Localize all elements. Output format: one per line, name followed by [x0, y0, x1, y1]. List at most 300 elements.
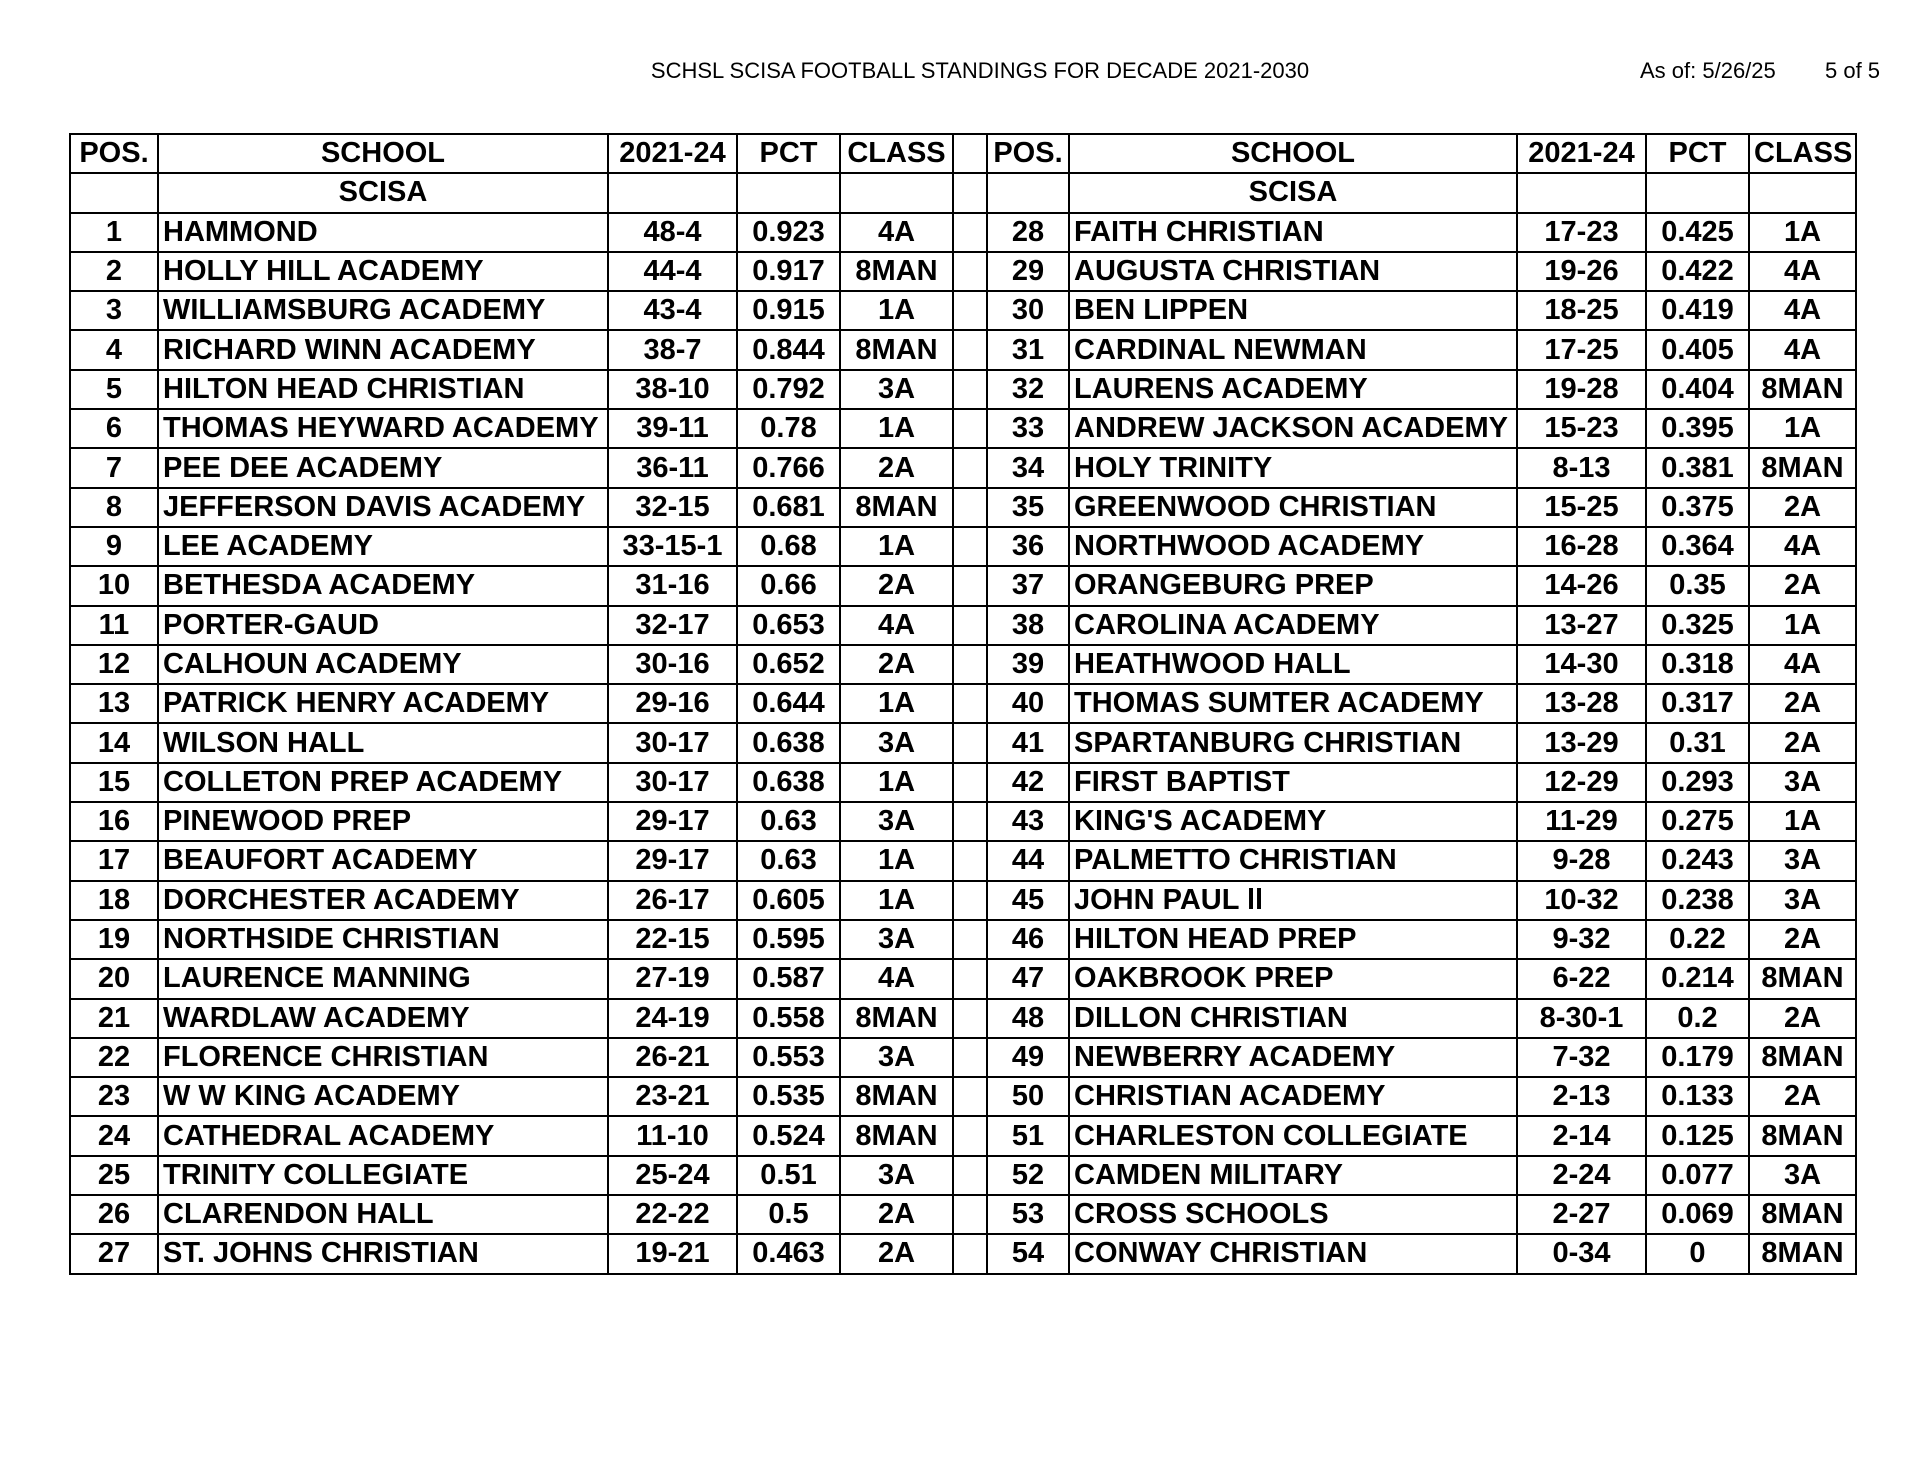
school-cell: BEN LIPPEN — [1069, 291, 1517, 330]
pos-cell: 7 — [70, 448, 158, 487]
table-row — [70, 606, 1856, 645]
page-title: SCHSL SCISA FOOTBALL STANDINGS FOR DECADE 2021-2030 — [650, 58, 1310, 83]
record-cell: 48-4 — [608, 213, 737, 252]
column-divider — [953, 684, 987, 723]
school-cell: SPARTANBURG CHRISTIAN — [1069, 723, 1517, 762]
school-cell: CAMDEN MILITARY — [1069, 1156, 1517, 1195]
school-cell: CONWAY CHRISTIAN — [1069, 1234, 1517, 1273]
table-row — [70, 213, 1856, 252]
pos-cell: 23 — [70, 1077, 158, 1116]
record-cell: 19-28 — [1517, 370, 1646, 409]
pos-cell: 24 — [70, 1116, 158, 1155]
school-cell: LEE ACADEMY — [158, 527, 608, 566]
pos-cell: 32 — [987, 370, 1069, 409]
record-cell: 8-30-1 — [1517, 999, 1646, 1038]
pct-cell: 0.125 — [1646, 1116, 1749, 1155]
record-cell: 2-13 — [1517, 1077, 1646, 1116]
pos-cell: 16 — [70, 802, 158, 841]
record-cell: 33-15-1 — [608, 527, 737, 566]
class-cell: 2A — [1749, 920, 1856, 959]
school-cell: ST. JOHNS CHRISTIAN — [158, 1234, 608, 1273]
record-cell: 10-32 — [1517, 881, 1646, 920]
record-cell: 39-11 — [608, 409, 737, 448]
pos-cell: 44 — [987, 841, 1069, 880]
pos-cell: 25 — [70, 1156, 158, 1195]
pos-cell: 1 — [70, 213, 158, 252]
pct-cell: 0 — [1646, 1234, 1749, 1273]
school-cell: KING'S ACADEMY — [1069, 802, 1517, 841]
empty-cell — [1646, 173, 1749, 212]
record-cell: 15-25 — [1517, 488, 1646, 527]
section-row — [70, 173, 1856, 212]
school-cell: JEFFERSON DAVIS ACADEMY — [158, 488, 608, 527]
school-cell: PORTER-GAUD — [158, 606, 608, 645]
class-cell: 3A — [840, 802, 953, 841]
table-row — [70, 999, 1856, 1038]
column-divider — [953, 252, 987, 291]
column-divider — [953, 488, 987, 527]
table-row — [70, 566, 1856, 605]
pct-cell: 0.51 — [737, 1156, 840, 1195]
record-cell: 13-29 — [1517, 723, 1646, 762]
table-row — [70, 881, 1856, 920]
table-row — [70, 409, 1856, 448]
as-of-date: As of: 5/26/25 — [1640, 58, 1776, 83]
class-cell: 4A — [840, 606, 953, 645]
pct-cell: 0.66 — [737, 566, 840, 605]
class-cell: 8MAN — [840, 1077, 953, 1116]
pos-cell: 17 — [70, 841, 158, 880]
table-row — [70, 488, 1856, 527]
record-cell: 23-21 — [608, 1077, 737, 1116]
empty-cell — [1749, 173, 1856, 212]
record-cell: 32-15 — [608, 488, 737, 527]
class-cell: 1A — [840, 763, 953, 802]
column-divider — [953, 370, 987, 409]
record-cell: 0-34 — [1517, 1234, 1646, 1273]
pos-cell: 37 — [987, 566, 1069, 605]
pos-cell: 43 — [987, 802, 1069, 841]
record-cell: 11-10 — [608, 1116, 737, 1155]
pos-cell: 36 — [987, 527, 1069, 566]
column-divider — [953, 1038, 987, 1077]
class-cell: 4A — [1749, 330, 1856, 369]
pos-cell: 42 — [987, 763, 1069, 802]
school-cell: NORTHSIDE CHRISTIAN — [158, 920, 608, 959]
pct-cell: 0.077 — [1646, 1156, 1749, 1195]
pos-cell: 18 — [70, 881, 158, 920]
school-cell: THOMAS SUMTER ACADEMY — [1069, 684, 1517, 723]
empty-cell — [840, 173, 953, 212]
pos-cell: 8 — [70, 488, 158, 527]
school-cell: BETHESDA ACADEMY — [158, 566, 608, 605]
school-cell: OAKBROOK PREP — [1069, 959, 1517, 998]
table-row — [70, 1195, 1856, 1234]
school-cell: FLORENCE CHRISTIAN — [158, 1038, 608, 1077]
school-cell: PATRICK HENRY ACADEMY — [158, 684, 608, 723]
column-divider — [953, 213, 987, 252]
class-cell: 1A — [1749, 409, 1856, 448]
column-divider — [953, 1077, 987, 1116]
pct-cell: 0.652 — [737, 645, 840, 684]
column-divider — [953, 173, 987, 212]
pct-cell: 0.238 — [1646, 881, 1749, 920]
pos-cell: 5 — [70, 370, 158, 409]
record-cell: 12-29 — [1517, 763, 1646, 802]
pct-cell: 0.78 — [737, 409, 840, 448]
col-header-class: CLASS — [840, 134, 953, 173]
table-row — [70, 763, 1856, 802]
record-cell: 16-28 — [1517, 527, 1646, 566]
table-row — [70, 1116, 1856, 1155]
school-cell: LAURENS ACADEMY — [1069, 370, 1517, 409]
class-cell: 4A — [1749, 252, 1856, 291]
pct-cell: 0.293 — [1646, 763, 1749, 802]
class-cell: 1A — [840, 881, 953, 920]
col-header-pct: PCT — [737, 134, 840, 173]
school-cell: W W KING ACADEMY — [158, 1077, 608, 1116]
school-cell: DORCHESTER ACADEMY — [158, 881, 608, 920]
school-cell: HAMMOND — [158, 213, 608, 252]
standings-body — [70, 213, 1856, 1274]
record-cell: 19-21 — [608, 1234, 737, 1273]
table-row — [70, 802, 1856, 841]
class-cell: 8MAN — [840, 488, 953, 527]
pct-cell: 0.422 — [1646, 252, 1749, 291]
record-cell: 24-19 — [608, 999, 737, 1038]
school-cell: ORANGEBURG PREP — [1069, 566, 1517, 605]
pct-cell: 0.638 — [737, 723, 840, 762]
record-cell: 9-32 — [1517, 920, 1646, 959]
col-header-pos: POS. — [987, 134, 1069, 173]
class-cell: 2A — [840, 448, 953, 487]
record-cell: 2-24 — [1517, 1156, 1646, 1195]
school-cell: CATHEDRAL ACADEMY — [158, 1116, 608, 1155]
pos-cell: 11 — [70, 606, 158, 645]
pos-cell: 19 — [70, 920, 158, 959]
record-cell: 14-30 — [1517, 645, 1646, 684]
pct-cell: 0.558 — [737, 999, 840, 1038]
pct-cell: 0.605 — [737, 881, 840, 920]
school-cell: ANDREW JACKSON ACADEMY — [1069, 409, 1517, 448]
class-cell: 8MAN — [840, 1116, 953, 1155]
class-cell: 4A — [1749, 527, 1856, 566]
pos-cell: 46 — [987, 920, 1069, 959]
school-cell: THOMAS HEYWARD ACADEMY — [158, 409, 608, 448]
school-cell: HILTON HEAD CHRISTIAN — [158, 370, 608, 409]
school-cell: CLARENDON HALL — [158, 1195, 608, 1234]
class-cell: 1A — [840, 841, 953, 880]
school-cell: NEWBERRY ACADEMY — [1069, 1038, 1517, 1077]
record-cell: 43-4 — [608, 291, 737, 330]
table-row — [70, 330, 1856, 369]
school-cell: HILTON HEAD PREP — [1069, 920, 1517, 959]
record-cell: 6-22 — [1517, 959, 1646, 998]
pos-cell: 14 — [70, 723, 158, 762]
record-cell: 25-24 — [608, 1156, 737, 1195]
record-cell: 11-29 — [1517, 802, 1646, 841]
pct-cell: 0.425 — [1646, 213, 1749, 252]
column-divider — [953, 841, 987, 880]
pos-cell: 33 — [987, 409, 1069, 448]
class-cell: 1A — [840, 409, 953, 448]
record-cell: 2-14 — [1517, 1116, 1646, 1155]
school-cell: JOHN PAUL ll — [1069, 881, 1517, 920]
pos-cell: 9 — [70, 527, 158, 566]
pct-cell: 0.214 — [1646, 959, 1749, 998]
pos-cell: 27 — [70, 1234, 158, 1273]
record-cell: 7-32 — [1517, 1038, 1646, 1077]
table-row — [70, 1234, 1856, 1273]
class-cell: 8MAN — [840, 252, 953, 291]
pos-cell: 21 — [70, 999, 158, 1038]
pct-cell: 0.644 — [737, 684, 840, 723]
class-cell: 2A — [840, 1195, 953, 1234]
table-row — [70, 684, 1856, 723]
pct-cell: 0.917 — [737, 252, 840, 291]
col-header-pct: PCT — [1646, 134, 1749, 173]
record-cell: 29-17 — [608, 802, 737, 841]
record-cell: 26-17 — [608, 881, 737, 920]
pct-cell: 0.275 — [1646, 802, 1749, 841]
table-row — [70, 723, 1856, 762]
class-cell: 8MAN — [1749, 959, 1856, 998]
section-label: SCISA — [158, 173, 608, 212]
pos-cell: 39 — [987, 645, 1069, 684]
pos-cell: 54 — [987, 1234, 1069, 1273]
pct-cell: 0.22 — [1646, 920, 1749, 959]
record-cell: 32-17 — [608, 606, 737, 645]
record-cell: 18-25 — [1517, 291, 1646, 330]
class-cell: 3A — [1749, 881, 1856, 920]
pos-cell: 29 — [987, 252, 1069, 291]
pct-cell: 0.317 — [1646, 684, 1749, 723]
pct-cell: 0.5 — [737, 1195, 840, 1234]
table-row — [70, 959, 1856, 998]
class-cell: 2A — [840, 566, 953, 605]
col-header-record: 2021-24 — [1517, 134, 1646, 173]
pct-cell: 0.553 — [737, 1038, 840, 1077]
class-cell: 8MAN — [1749, 1234, 1856, 1273]
school-cell: PALMETTO CHRISTIAN — [1069, 841, 1517, 880]
column-divider — [953, 134, 987, 173]
column-divider — [953, 920, 987, 959]
pct-cell: 0.923 — [737, 213, 840, 252]
pct-cell: 0.325 — [1646, 606, 1749, 645]
section-label: SCISA — [1069, 173, 1517, 212]
column-divider — [953, 527, 987, 566]
record-cell: 2-27 — [1517, 1195, 1646, 1234]
class-cell: 8MAN — [840, 330, 953, 369]
column-divider — [953, 330, 987, 369]
class-cell: 3A — [840, 920, 953, 959]
pct-cell: 0.069 — [1646, 1195, 1749, 1234]
pct-cell: 0.375 — [1646, 488, 1749, 527]
class-cell: 1A — [1749, 213, 1856, 252]
column-divider — [953, 723, 987, 762]
record-cell: 14-26 — [1517, 566, 1646, 605]
record-cell: 15-23 — [1517, 409, 1646, 448]
pos-cell: 13 — [70, 684, 158, 723]
pct-cell: 0.915 — [737, 291, 840, 330]
table-row — [70, 1077, 1856, 1116]
class-cell: 4A — [840, 959, 953, 998]
record-cell: 22-15 — [608, 920, 737, 959]
class-cell: 2A — [1749, 1077, 1856, 1116]
record-cell: 44-4 — [608, 252, 737, 291]
school-cell: HEATHWOOD HALL — [1069, 645, 1517, 684]
class-cell: 2A — [1749, 684, 1856, 723]
pct-cell: 0.31 — [1646, 723, 1749, 762]
pos-cell: 45 — [987, 881, 1069, 920]
record-cell: 17-23 — [1517, 213, 1646, 252]
pos-cell: 22 — [70, 1038, 158, 1077]
empty-cell — [1517, 173, 1646, 212]
pct-cell: 0.681 — [737, 488, 840, 527]
pct-cell: 0.68 — [737, 527, 840, 566]
school-cell: NORTHWOOD ACADEMY — [1069, 527, 1517, 566]
pos-cell: 52 — [987, 1156, 1069, 1195]
column-divider — [953, 1116, 987, 1155]
class-cell: 1A — [840, 684, 953, 723]
header-row — [70, 134, 1856, 173]
school-cell: CROSS SCHOOLS — [1069, 1195, 1517, 1234]
school-cell: FAITH CHRISTIAN — [1069, 213, 1517, 252]
column-divider — [953, 763, 987, 802]
pos-cell: 40 — [987, 684, 1069, 723]
pos-cell: 10 — [70, 566, 158, 605]
school-cell: WILSON HALL — [158, 723, 608, 762]
school-cell: HOLY TRINITY — [1069, 448, 1517, 487]
school-cell: CALHOUN ACADEMY — [158, 645, 608, 684]
pct-cell: 0.792 — [737, 370, 840, 409]
column-divider — [953, 409, 987, 448]
pos-cell: 4 — [70, 330, 158, 369]
class-cell: 8MAN — [840, 999, 953, 1038]
record-cell: 13-28 — [1517, 684, 1646, 723]
school-cell: CAROLINA ACADEMY — [1069, 606, 1517, 645]
pos-cell: 49 — [987, 1038, 1069, 1077]
school-cell: AUGUSTA CHRISTIAN — [1069, 252, 1517, 291]
col-header-pos: POS. — [70, 134, 158, 173]
school-cell: DILLON CHRISTIAN — [1069, 999, 1517, 1038]
pos-cell: 48 — [987, 999, 1069, 1038]
pos-cell: 35 — [987, 488, 1069, 527]
class-cell: 8MAN — [1749, 1116, 1856, 1155]
pos-cell: 28 — [987, 213, 1069, 252]
record-cell: 26-21 — [608, 1038, 737, 1077]
pos-cell: 3 — [70, 291, 158, 330]
class-cell: 8MAN — [1749, 1195, 1856, 1234]
class-cell: 8MAN — [1749, 1038, 1856, 1077]
pct-cell: 0.766 — [737, 448, 840, 487]
pos-cell: 31 — [987, 330, 1069, 369]
record-cell: 30-16 — [608, 645, 737, 684]
pos-cell: 6 — [70, 409, 158, 448]
school-cell: WILLIAMSBURG ACADEMY — [158, 291, 608, 330]
pos-cell: 51 — [987, 1116, 1069, 1155]
class-cell: 3A — [840, 1038, 953, 1077]
school-cell: GREENWOOD CHRISTIAN — [1069, 488, 1517, 527]
record-cell: 30-17 — [608, 723, 737, 762]
column-divider — [953, 448, 987, 487]
table-row — [70, 1038, 1856, 1077]
school-cell: CHARLESTON COLLEGIATE — [1069, 1116, 1517, 1155]
pct-cell: 0.595 — [737, 920, 840, 959]
pct-cell: 0.63 — [737, 841, 840, 880]
column-divider — [953, 566, 987, 605]
table-row — [70, 645, 1856, 684]
class-cell: 8MAN — [1749, 448, 1856, 487]
class-cell: 1A — [1749, 606, 1856, 645]
record-cell: 29-17 — [608, 841, 737, 880]
page-number: 5 of 5 — [1825, 58, 1881, 83]
class-cell: 4A — [1749, 645, 1856, 684]
pct-cell: 0.638 — [737, 763, 840, 802]
class-cell: 2A — [1749, 566, 1856, 605]
pct-cell: 0.587 — [737, 959, 840, 998]
record-cell: 27-19 — [608, 959, 737, 998]
pct-cell: 0.243 — [1646, 841, 1749, 880]
record-cell: 31-16 — [608, 566, 737, 605]
standings-table — [69, 133, 1857, 1275]
school-cell: RICHARD WINN ACADEMY — [158, 330, 608, 369]
table-row — [70, 841, 1856, 880]
school-cell: PINEWOOD PREP — [158, 802, 608, 841]
empty-cell — [70, 173, 158, 212]
pct-cell: 0.133 — [1646, 1077, 1749, 1116]
pos-cell: 12 — [70, 645, 158, 684]
table-row — [70, 1156, 1856, 1195]
pct-cell: 0.524 — [737, 1116, 840, 1155]
column-divider — [953, 1156, 987, 1195]
pct-cell: 0.63 — [737, 802, 840, 841]
class-cell: 3A — [1749, 763, 1856, 802]
record-cell: 17-25 — [1517, 330, 1646, 369]
class-cell: 1A — [1749, 802, 1856, 841]
pct-cell: 0.535 — [737, 1077, 840, 1116]
pos-cell: 34 — [987, 448, 1069, 487]
table-row — [70, 920, 1856, 959]
record-cell: 38-10 — [608, 370, 737, 409]
empty-cell — [608, 173, 737, 212]
pct-cell: 0.381 — [1646, 448, 1749, 487]
record-cell: 19-26 — [1517, 252, 1646, 291]
column-divider — [953, 959, 987, 998]
record-cell: 38-7 — [608, 330, 737, 369]
column-divider — [953, 291, 987, 330]
class-cell: 4A — [1749, 291, 1856, 330]
pos-cell: 47 — [987, 959, 1069, 998]
school-cell: PEE DEE ACADEMY — [158, 448, 608, 487]
class-cell: 2A — [1749, 999, 1856, 1038]
pct-cell: 0.844 — [737, 330, 840, 369]
table-row — [70, 370, 1856, 409]
record-cell: 30-17 — [608, 763, 737, 802]
pos-cell: 30 — [987, 291, 1069, 330]
pct-cell: 0.318 — [1646, 645, 1749, 684]
column-divider — [953, 1195, 987, 1234]
class-cell: 3A — [840, 370, 953, 409]
pos-cell: 53 — [987, 1195, 1069, 1234]
class-cell: 4A — [840, 213, 953, 252]
pct-cell: 0.364 — [1646, 527, 1749, 566]
pos-cell: 50 — [987, 1077, 1069, 1116]
school-cell: CHRISTIAN ACADEMY — [1069, 1077, 1517, 1116]
pct-cell: 0.419 — [1646, 291, 1749, 330]
school-cell: FIRST BAPTIST — [1069, 763, 1517, 802]
page-header — [0, 56, 1920, 86]
